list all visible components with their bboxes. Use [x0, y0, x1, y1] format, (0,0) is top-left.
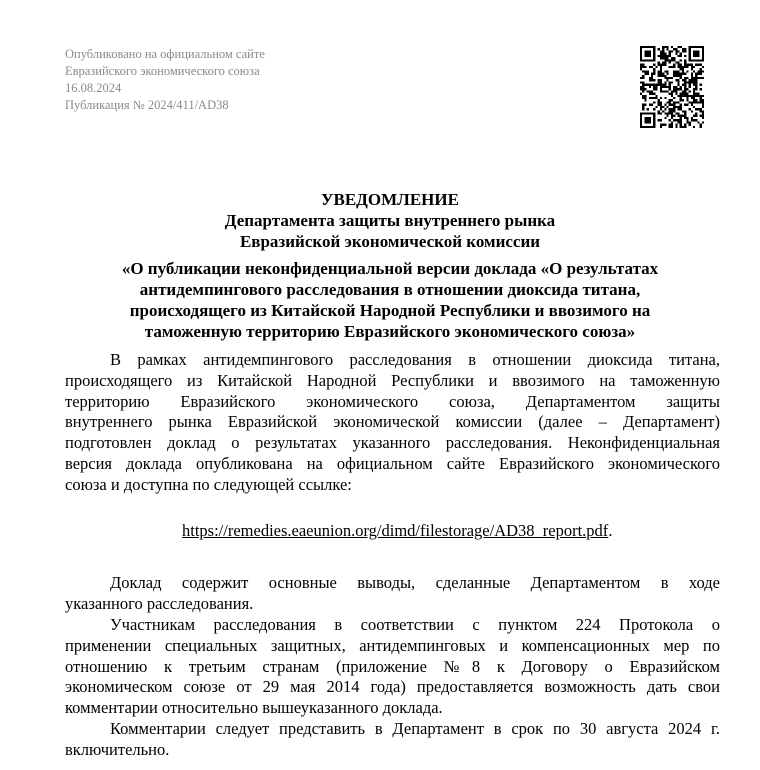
- paragraph-2-line-1: Доклад содержит основные выводы, сделанные Департаментом в ходе: [110, 573, 720, 592]
- paragraph-3-line-5: комментарии относительно вышеуказанного доклада.: [65, 698, 443, 718]
- report-link[interactable]: https://remedies.eaeunion.org/dimd/filestorage/AD38_report.pdf: [182, 521, 609, 540]
- paragraph-4: [65, 719, 720, 761]
- publication-meta: [65, 46, 265, 114]
- paragraph-1-line-4: внутреннего рынка Евразийской экономической комиссии (далее – Департамент): [65, 412, 720, 432]
- subject-line-1: «О публикации неконфиденциальной версии доклада «О результатах: [121, 259, 659, 278]
- paragraph-1-line-1: В рамках антидемпингового расследования в отношении диоксида титана,: [110, 350, 720, 369]
- paragraph-2: [65, 573, 720, 615]
- meta-site-line1: Опубликовано на официальном сайте: [65, 47, 265, 61]
- report-link-line: [182, 521, 612, 541]
- subject-line-3: происходящего из Китайской Народной Республики и ввозимого на: [129, 301, 651, 320]
- paragraph-1-line-7: союза и доступна по следующей ссылке:: [65, 474, 352, 494]
- paragraph-1-line-3: территорию Евразийского экономического союза, Департаментом защиты: [65, 391, 720, 411]
- subject-line-2: антидемпингового расследования в отношении диоксида титана,: [139, 280, 641, 299]
- meta-date: 16.08.2024: [65, 81, 122, 95]
- paragraph-1-line-2: происходящего из Китайской Народной Республики и ввозимого на таможенную: [65, 370, 720, 390]
- department-line-1: Департамента защиты внутреннего рынка: [224, 211, 556, 230]
- paragraph-3-line-3: отношению к третьим странам (приложение №8 к Договору о Евразийском: [65, 656, 720, 676]
- meta-publication-number: Публикация № 2024/411/AD38: [65, 98, 229, 112]
- subject-line-4: таможенную территорию Евразийского экономического союза»: [144, 322, 636, 341]
- paragraph-3: [65, 615, 720, 719]
- report-link-period: .: [608, 521, 613, 540]
- paragraph-4-line-2: включительно.: [65, 739, 170, 759]
- paragraph-4-line-1: Комментарии следует представить в Департамент в срок по 30 августа 2024 г.: [110, 719, 720, 738]
- department-line-2: Евразийской экономической комиссии: [239, 232, 541, 251]
- paragraph-3-line-1: Участникам расследования в соответствии с пунктом 224 Протокола о: [110, 615, 720, 634]
- meta-site-line2: Евразийского экономического союза: [65, 64, 260, 78]
- paragraph-3-line-4: экономическом союзе от 29 мая 2014 года) предоставляется возможность дать свои: [65, 677, 720, 697]
- notice-heading: [60, 189, 720, 342]
- paragraph-1-line-6: версия доклада опубликована на официальном сайте Евразийского экономического: [65, 453, 720, 473]
- paragraph-1: [65, 350, 720, 496]
- paragraph-1-line-5: подготовлен доклад о результатах указанного расследования. Неконфиденциальная: [65, 433, 720, 453]
- notice-title: УВЕДОМЛЕНИЕ: [321, 190, 459, 209]
- paragraph-3-line-2: применении специальных защитных, антидемпинговых и компенсационных мер по: [65, 635, 720, 655]
- paragraph-2-line-2: указанного расследования.: [65, 593, 254, 613]
- qr-code-icon: [640, 46, 704, 128]
